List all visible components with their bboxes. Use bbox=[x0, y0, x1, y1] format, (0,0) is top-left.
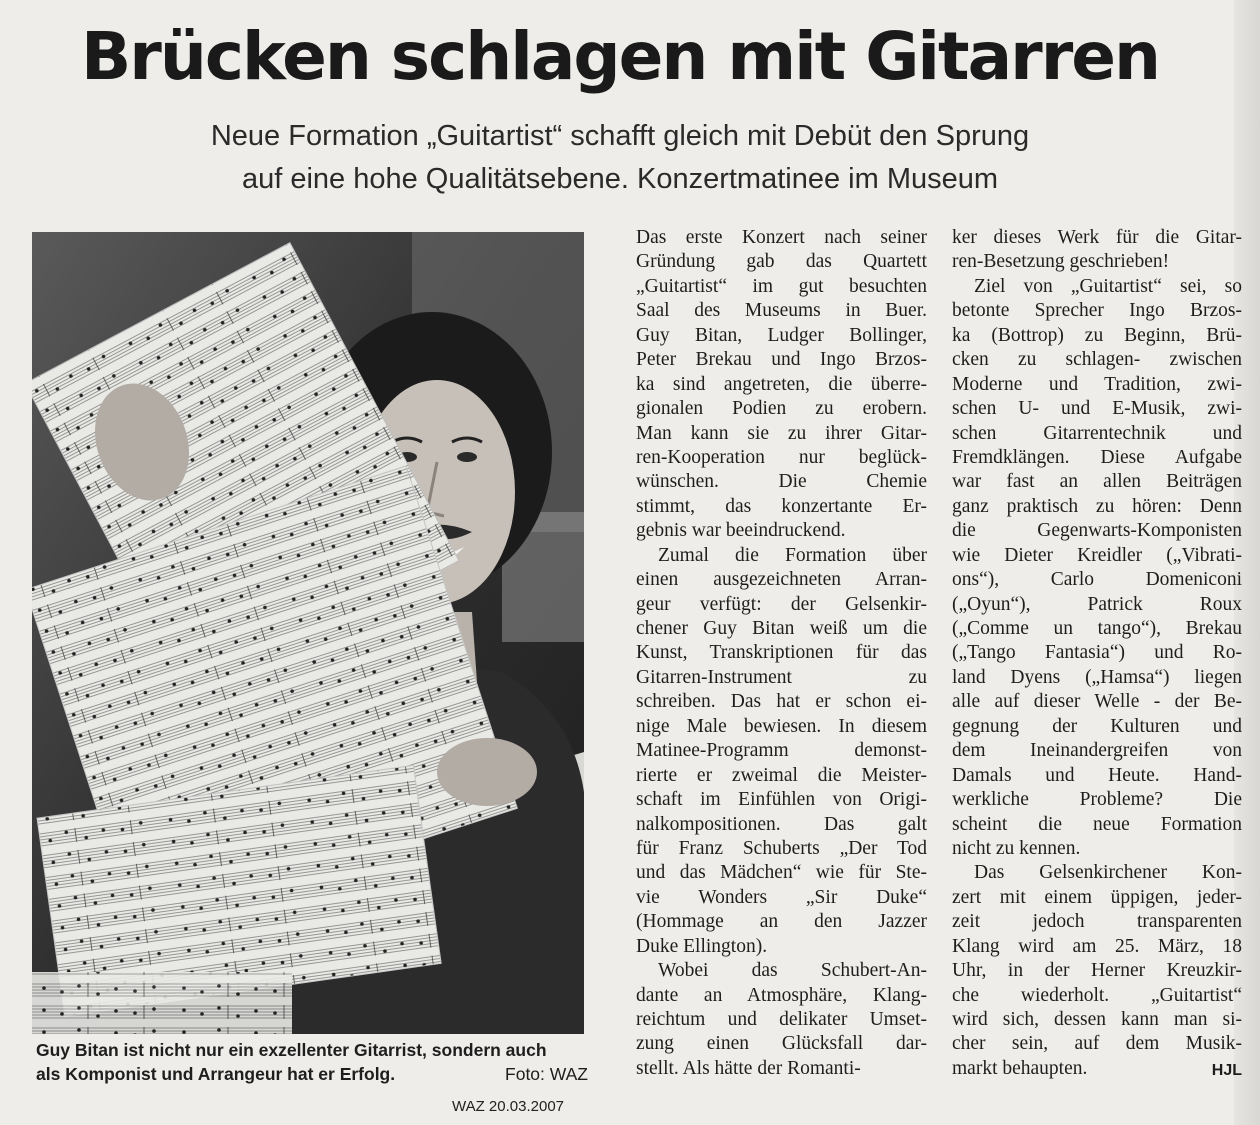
article-text-line: ka (Bottrop) zu Beginn, Brü- bbox=[952, 324, 1242, 346]
article-text-line: („Oyun“), Patrick Roux bbox=[952, 593, 1242, 615]
photo-credit: Foto: WAZ bbox=[505, 1064, 588, 1084]
article-text-line: nige Male bewiesen. In diesem bbox=[636, 715, 927, 737]
article-text-line: werkliche Probleme? Die bbox=[952, 789, 1242, 811]
article-text-line: Duke Ellington). bbox=[636, 935, 768, 957]
article-text-line: zert mit einem üppigen, jeder- bbox=[952, 886, 1242, 908]
source-date: WAZ 20.03.2007 bbox=[452, 1098, 565, 1115]
article-text-line: ons“), Carlo Domeniconi bbox=[952, 569, 1242, 591]
article-text-line: und das Mädchen“ wie für Ste- bbox=[636, 862, 927, 884]
text-column-2 bbox=[952, 226, 1242, 1081]
article-text-line: ren-Besetzung geschrieben! bbox=[952, 251, 1170, 273]
article-text-line: schreiben. Das hat er schon ei- bbox=[636, 691, 927, 713]
text-column-1 bbox=[636, 226, 927, 1081]
article-text-line: nalkompositionen. Das galt bbox=[636, 813, 927, 835]
article-text-line: schaft im Einfühlen von Origi- bbox=[636, 789, 927, 811]
article-text-line: geur verfügt: der Gelsenkir- bbox=[636, 593, 927, 615]
article-text-line: rierte er zweimal die Meister- bbox=[636, 764, 927, 786]
article-text-line: Saal des Museums in Buer. bbox=[636, 300, 927, 322]
article-text-line: Klang wird am 25. März, 18 bbox=[952, 935, 1242, 957]
article-text-line: schen Gitarrentechnik und bbox=[952, 422, 1242, 444]
article-text-line: stimmt, das konzertante Er- bbox=[636, 495, 927, 517]
article-text-line: che wiederholt. „Guitartist“ bbox=[952, 984, 1242, 1006]
article-text-line: ganz praktisch zu hören: Denn bbox=[952, 495, 1242, 517]
article-text-line: Gründung gab das Quartett bbox=[636, 251, 927, 273]
article-text-line: („Tango Fantasia“) und Ro- bbox=[952, 642, 1242, 664]
article-text-line: Gitarren-Instrument zu bbox=[636, 666, 927, 688]
article-text-line: cher sein, auf dem Musik- bbox=[952, 1033, 1242, 1055]
photo-caption bbox=[36, 1038, 588, 1086]
article-text-line: ker dieses Werk für die Gitar- bbox=[952, 227, 1242, 248]
article-text-line: chener Guy Bitan weiß um die bbox=[636, 618, 927, 639]
article-text-line: dem Ineinandergreifen von bbox=[952, 740, 1242, 762]
article-text-line: Kunst, Transkriptionen für das bbox=[636, 642, 927, 664]
article-text-line: zung einen Glücksfall dar- bbox=[636, 1033, 927, 1055]
article-text-line: zeit jedoch transparenten bbox=[952, 911, 1242, 933]
article-text-line: ren-Kooperation nur beglück- bbox=[636, 446, 927, 468]
article-text-line: Moderne und Tradition, zwi- bbox=[952, 373, 1242, 395]
article-text-line: wünschen. Die Chemie bbox=[636, 471, 927, 493]
article-text-line: alle auf dieser Welle - der Be- bbox=[952, 691, 1242, 713]
article-text-line: wie Dieter Kreidler („Vibrati- bbox=[952, 544, 1242, 566]
article-text-line: Damals und Heute. Hand- bbox=[952, 764, 1242, 786]
article-text-line: Das Gelsenkirchener Kon- bbox=[974, 862, 1242, 884]
article-text-line: scheint die neue Formation bbox=[952, 813, 1242, 835]
article-text-line: land Dyens („Hamsa“) liegen bbox=[952, 666, 1242, 688]
article-text-line: Peter Brekau und Ingo Brzos- bbox=[636, 349, 927, 371]
article-text-line: Zumal die Formation über bbox=[658, 544, 927, 566]
article-photo bbox=[32, 232, 584, 1034]
article-text-line: markt behaupten. bbox=[952, 1057, 1088, 1079]
caption-line-2: als Komponist und Arrangeur hat er Erfolg. bbox=[36, 1064, 396, 1084]
article-text-line: Man kann sie zu ihrer Gitar- bbox=[636, 422, 927, 444]
article-text-line: einen ausgezeichneten Arran- bbox=[636, 569, 927, 591]
article-text-line: „Guitartist“ im gut besuchten bbox=[636, 275, 927, 297]
article-text-line: (Hommage an den Jazzer bbox=[636, 911, 927, 933]
article-text-line: für Franz Schuberts „Der Tod bbox=[636, 837, 927, 859]
article-text-line: vie Wonders „Sir Duke“ bbox=[636, 886, 927, 908]
article-text-line: gegnung der Kulturen und bbox=[952, 715, 1242, 737]
article-text-line: Das erste Konzert nach seiner bbox=[636, 227, 927, 248]
article-text-line: nicht zu kennen. bbox=[952, 837, 1081, 859]
article-text-line: gebnis war beeindruckend. bbox=[636, 520, 846, 542]
article-text-line: ka sind angetreten, die überre- bbox=[636, 373, 927, 395]
article-text-line: Fremdklängen. Diese Aufgabe bbox=[952, 446, 1242, 468]
caption-line-1: Guy Bitan ist nicht nur ein exzellenter Gitarrist, sondern auch bbox=[36, 1040, 547, 1060]
article-text-line: Uhr, in der Herner Kreuzkir- bbox=[952, 960, 1242, 982]
article-text-line: Ziel von „Guitartist“ sei, so bbox=[974, 275, 1242, 297]
author-initials: HJL bbox=[1211, 1062, 1242, 1080]
article-text-line: gionalen Podien zu erobern. bbox=[636, 398, 927, 420]
article-text-line: Wobei das Schubert-An- bbox=[658, 960, 927, 982]
article-text-line: betonte Sprecher Ingo Brzos- bbox=[952, 300, 1242, 322]
article-subheadline-line-2: auf eine hohe Qualitätsebene. Konzertmatinee im Museum bbox=[241, 163, 999, 195]
article-text-line: Matinee-Programm demonst- bbox=[636, 740, 927, 762]
article-text-line: war fast an allen Beiträgen bbox=[952, 471, 1242, 493]
article-headline: Brücken schlagen mit Gitarren bbox=[81, 18, 1159, 95]
article-subheadline-line-1: Neue Formation „Guitartist“ schafft gleich mit Debüt den Sprung bbox=[210, 120, 1030, 152]
article-text-line: reichtum und delikater Umset- bbox=[636, 1009, 927, 1030]
article-text-line: Guy Bitan, Ludger Bollinger, bbox=[636, 324, 927, 346]
article-text-line: die Gegenwarts-Komponisten bbox=[952, 520, 1242, 542]
article-text-line: cken zu schlagen- zwischen bbox=[952, 349, 1242, 371]
article-text-line: schen U- und E-Musik, zwi- bbox=[952, 398, 1242, 420]
article-text-line: dante an Atmosphäre, Klang- bbox=[636, 984, 927, 1006]
article-text-line: wird sich, dessen kann man si- bbox=[952, 1009, 1242, 1030]
article-text-line: stellt. Als hätte der Romanti- bbox=[636, 1057, 861, 1079]
article-text-line: („Comme un tango“), Brekau bbox=[952, 618, 1242, 639]
